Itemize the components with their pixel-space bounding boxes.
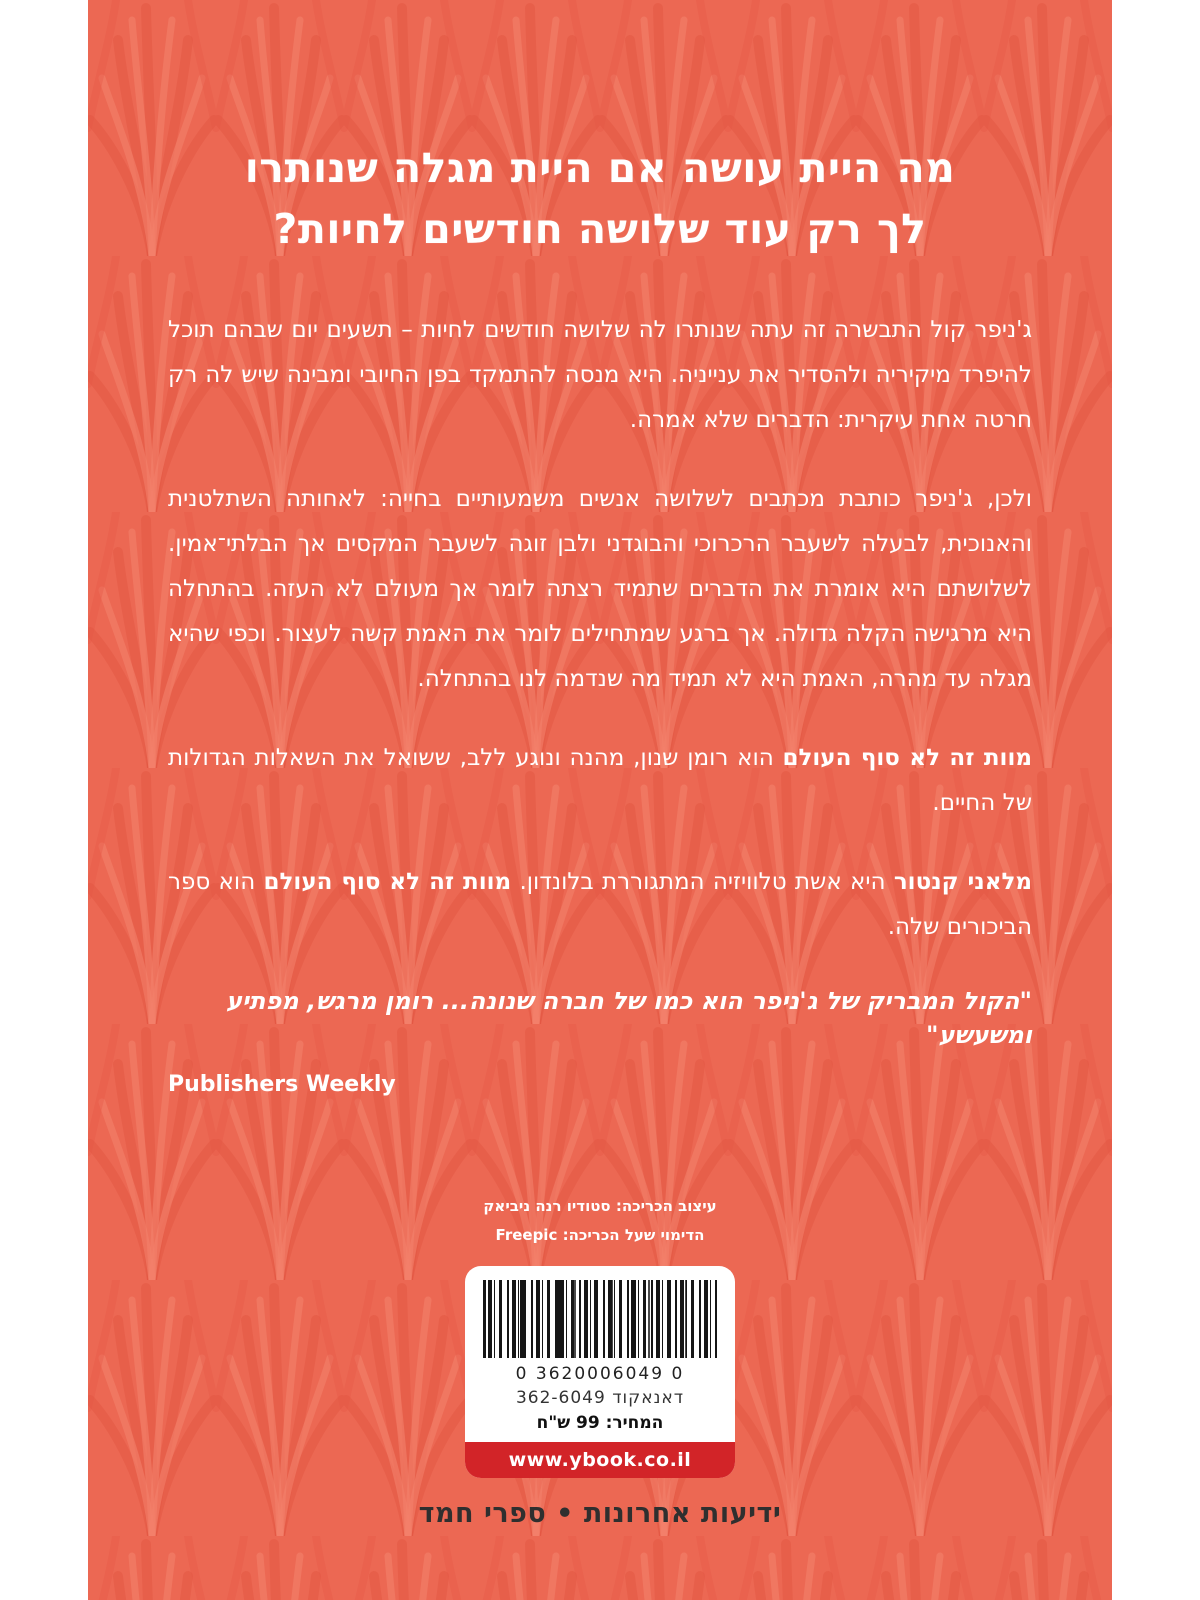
book-back-cover	[88, 0, 1112, 1600]
author-bio-rest: הוא ספר הביכורים שלה.	[168, 869, 1032, 940]
barcode-bars	[483, 1280, 717, 1358]
cover-credits	[88, 1192, 1112, 1250]
review-block	[168, 984, 1032, 1097]
author-bio-mid: היא אשת טלוויזיה המתגוררת בלונדון.	[511, 869, 894, 895]
author-bio-paragraph	[168, 860, 1032, 950]
synopsis-text	[168, 308, 1032, 950]
publisher-imprint-line: ידיעות אחרונות • ספרי חמד	[418, 1498, 782, 1529]
paragraph-3-rest: הוא רומן שנון, מהנה ונוגע ללב, ששואל את השאלות הגדולות של החיים.	[168, 745, 1032, 816]
synopsis-paragraph-3	[168, 736, 1032, 826]
review-source: Publishers Weekly	[168, 1072, 396, 1097]
cover-headline	[88, 0, 1112, 260]
barcode-box	[465, 1266, 735, 1478]
book-title-bold-2: מוות זה לא סוף העולם	[263, 869, 512, 895]
synopsis-paragraph-1: ג'ניפר קול התבשרה זה עתה שנותרו לה שלושה חודשים לחיות – תשעים יום שבהם תוכל להיפרד מיקיריה ולהסדיר את ענייניה. היא מנסה להתמקד בפן החיובי ומבינה שיש לה רק חרטה אחת עיקרית: הדברים שלא אמרה.	[168, 317, 1032, 433]
credits-image-line: הדימוי שעל הכריכה: Freepic	[495, 1226, 705, 1244]
danacode-number: דאנאקוד 362-6049	[515, 1388, 685, 1408]
book-title-bold: מוות זה לא סוף העולם	[782, 745, 1032, 771]
headline-line-1: מה היית עושה אם היית מגלה שנותרו	[244, 144, 956, 192]
review-quote: "הקול המבריק של ג'ניפר הוא כמו של חברה שנונה... רומן מרגש, מפתיע ומשעשע"	[226, 987, 1032, 1049]
price-label: המחיר: 99 ש"ח	[536, 1413, 664, 1433]
credits-design-line: עיצוב הכריכה: סטודיו רנה ניביאק	[483, 1197, 717, 1215]
author-name-bold: מלאני קנטור	[893, 869, 1033, 895]
publisher-website: www.ybook.co.il	[465, 1442, 735, 1478]
synopsis-paragraph-2: ולכן, ג'ניפר כותבת מכתבים לשלושה אנשים משמעותיים בחייה: לאחותה השתלטנית והאנוכית, לבעלה לשעבר הרכרוכי והבוגדני ולבן זוגה לשעבר המקסים אך הבלתי־אמין. לשלושתם היא אומרת את הדברים שתמיד רצתה לומר אך מעולם לא העזה. בהתחלה היא מרגישה הקלה גדולה. אך ברגע שמתחילים לומר את האמת קשה לעצור. וכפי שהיא מגלה עד מהרה, האמת היא לא תמיד מה שנדמה לנו בהתחלה.	[168, 486, 1032, 692]
headline-line-2: לך רק עוד שלושה חודשים לחיות?	[273, 205, 927, 253]
back-cover-content	[88, 0, 1112, 1600]
barcode-number: 0 3620006049 0	[515, 1364, 685, 1384]
